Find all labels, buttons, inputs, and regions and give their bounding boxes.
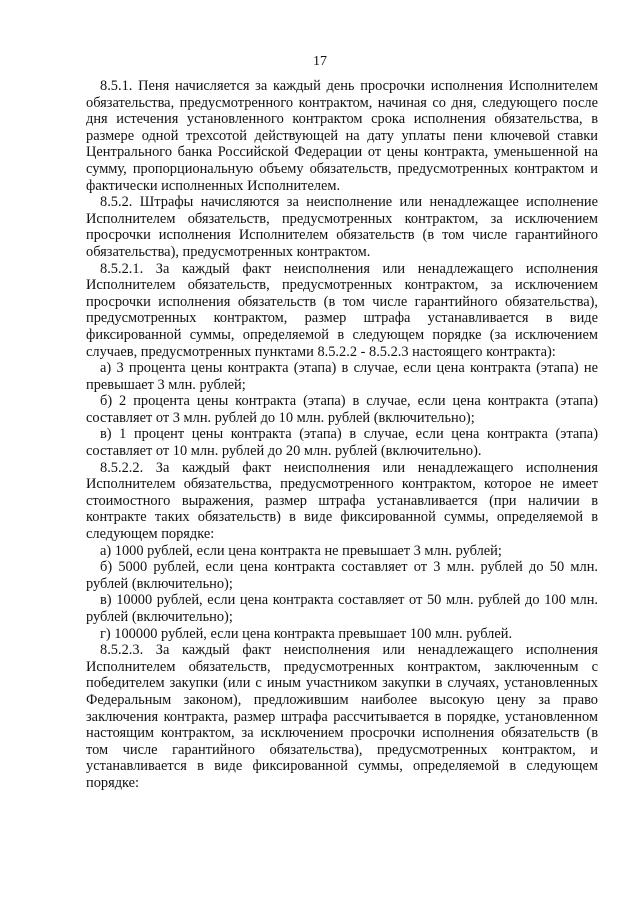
list-item-g-100000: г) 100000 рублей, если цена контракта превышает 100 млн. рублей.: [100, 625, 513, 642]
list-item-v-1-percent: в) 1 процент цены контракта (этапа) в случае, если цена контракта (этапа) составляет от 10 млн. рублей до 20 млн. рублей (включительно).: [86, 426, 598, 460]
paragraph-8-5-2: 8.5.2. Штрафы начисляются за неисполнение или ненадлежащее исполнение Исполнителем обязательств, предусмотренных контрактом, за исключением просрочки исполнения Исполнителем обязательств (в том числе гарантийного обязательства), предусмотренных контрактом.: [86, 194, 598, 260]
paragraph-8-5-2-1: 8.5.2.1. За каждый факт неисполнения или ненадлежащего исполнения Исполнителем обязательств, предусмотренных контрактом, за исключением просрочки исполнения обязательств (в том числе гарантийного обязательства), предусмотренных контрактом, размер штрафа устанавливается в виде фиксированной суммы, определяемой в следующем порядке (за исключением случаев, предусмотренных пунктами 8.5.2.2 - 8.5.2.3 настоящего контракта):: [86, 260, 598, 360]
paragraph-8-5-1: 8.5.1. Пеня начисляется за каждый день просрочки исполнения Исполнителем обязательства, предусмотренного контрактом, начиная со дня, следующего после дня истечения установленного контрактом срока исполнения обязательства, в размере одной трехсотой действующей на дату уплаты пени ключевой ставки Центрального банка Российской Федерации от цены контракта, уменьшенной на сумму, пропорциональную объему обязательств, предусмотренных контрактом и фактически исполненных Исполнителем.: [86, 78, 598, 194]
paragraph-8-5-2-2: 8.5.2.2. За каждый факт неисполнения или ненадлежащего исполнения Исполнителем обязательства, предусмотренного контрактом, которое не имеет стоимостного выражения, размер штрафа устанавливается (при наличии в контракте таких обязательств) в виде фиксированной суммы, определяемой в следующем порядке:: [86, 459, 598, 543]
list-item-b-2-percent: б) 2 процента цены контракта (этапа) в случае, если цена контракта (этапа) составляет от 3 млн. рублей до 10 млн. рублей (включительно);: [86, 393, 598, 426]
paragraph-8-5-2-3: 8.5.2.3. За каждый факт неисполнения или ненадлежащего исполнения Исполнителем обязательств, предусмотренных контрактом, заключенным с победителем закупки (или с иным участником закупки в случаях, установленных Федеральным законом), предложившим наиболее высокую цену за право заключения контракта, размер штрафа рассчитывается в порядке, установленном настоящим контрактом, за исключением просрочки исполнения обязательств (в том числе гарантийного обязательства), предусмотренных контрактом, и устанавливается в виде фиксированной суммы, определяемой в следующем порядке:: [86, 642, 598, 791]
list-item-a-1000: а) 1000 рублей, если цена контракта не превышает 3 млн. рублей;: [100, 542, 502, 559]
document-body: [86, 78, 598, 792]
page-number: 17: [313, 54, 327, 69]
list-item-v-10000: в) 10000 рублей, если цена контракта составляет от 50 млн. рублей до 100 млн. рублей (включительно);: [86, 592, 598, 625]
list-item-b-5000: б) 5000 рублей, если цена контракта составляет от 3 млн. рублей до 50 млн. рублей (включительно);: [86, 559, 598, 592]
list-item-a-3-percent: а) 3 процента цены контракта (этапа) в случае, если цена контракта (этапа) не превышает 3 млн. рублей;: [86, 360, 598, 393]
